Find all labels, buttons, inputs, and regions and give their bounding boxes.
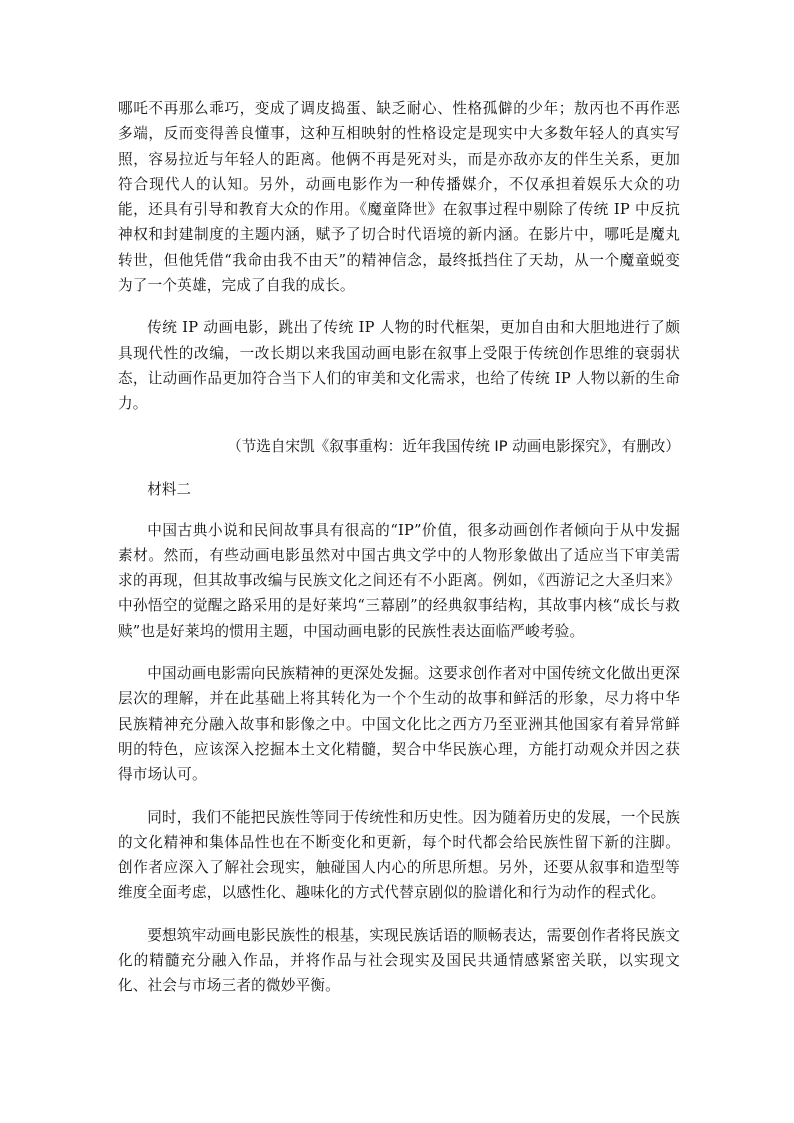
document-page	[118, 96, 680, 1016]
source-citation: （节选自宋凯《叙事重构：近年我国传统 IP 动画电影探究》，有删改）	[227, 437, 680, 455]
material2-paragraph-1: 中国古典小说和民间故事具有很高的“IP”价值，很多动画创作者倾向于从中发掘素材。然而，有些动画电影虽然对中国古典文学中的人物形象做出了适应当下审美需求的再现，但其故事改编与民族文化之间还有不小距离。例如，《西游记之大圣归来》中孙悟空的觉醒之路采用的是好莱坞“三幕剧”的经典叙事结构，其故事内核“成长与救赎”也是好莱坞的惯用主题，中国动画电影的民族性表达面临严峻考验。	[118, 521, 680, 640]
material1-paragraph-1: 哪吒不再那么乖巧，变成了调皮捣蛋、缺乏耐心、性格孤僻的少年；敖丙也不再作恶多端，反而变得善良懂事，这种互相映射的性格设定是现实中大多数年轻人的真实写照，容易拉近与年轻人的距离。他俩不再是死对头，而是亦敌亦友的伴生关系，更加符合现代人的认知。另外，动画电影作为一种传播媒介，不仅承担着娱乐大众的功能，还具有引导和教育大众的作用。《魔童降世》在叙事过程中剔除了传统 IP 中反抗神权和封建制度的主题内涵，赋予了切合时代语境的新内涵。在影片中，哪吒是魔丸转世，但他凭借“我命由我不由天”的精神信念，最终抵挡住了天劫，从一个魔童蜕变为了一个英雄，完成了自我的成长。	[118, 100, 680, 295]
material1-paragraph-2: 传统 IP 动画电影，跳出了传统 IP 人物的时代框架，更加自由和大胆地进行了颇具现代性的改编，一改长期以来我国动画电影在叙事上受限于传统创作思维的衰弱状态，让动画作品更加符合当下人们的审美和文化需求，也给了传统 IP 人物以新的生命力。	[118, 319, 680, 413]
material2-paragraph-4: 要想筑牢动画电影民族性的根基，实现民族话语的顺畅表达，需要创作者将民族文化的精髓充分融入作品，并将作品与社会现实及国民共通情感紧密关联，以实现文化、社会与市场三者的微妙平衡。	[118, 926, 680, 995]
material2-paragraph-2: 中国动画电影需向民族精神的更深处发掘。这要求创作者对中国传统文化做出更深层次的理解，并在此基础上将其转化为一个个生动的故事和鲜活的形象，尽力将中华民族精神充分融入故事和影像之中。中国文化比之西方乃至亚洲其他国家有着异常鲜明的特色，应该深入挖掘本土文化精髓，契合中华民族心理，方能打动观众并因之获得市场认可。	[118, 665, 680, 784]
material2-heading: 材料二	[147, 480, 191, 498]
material2-paragraph-3: 同时，我们不能把民族性等同于传统性和历史性。因为随着历史的发展，一个民族的文化精神和集体品性也在不断变化和更新，每个时代都会给民族性留下新的注脚。创作者应深入了解社会现实，触碰国人内心的所思所想。另外，还要从叙事和造型等维度全面考虑，以感性化、趣味化的方式代替京剧似的脸谱化和行为动作的程式化。	[118, 808, 680, 902]
